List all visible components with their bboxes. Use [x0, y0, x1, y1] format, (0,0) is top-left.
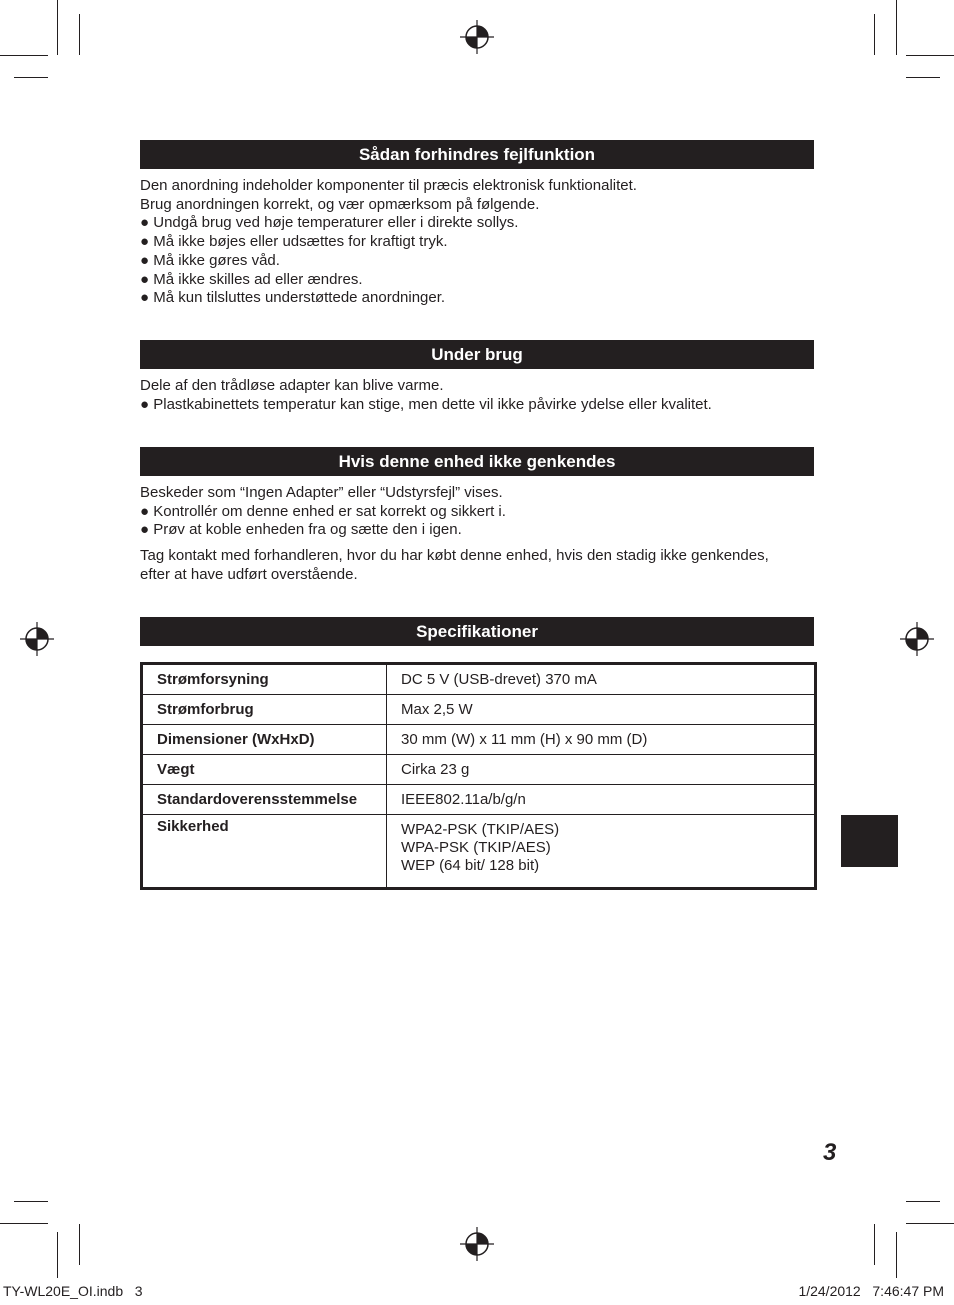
body-text: Dele af den trådløse adapter kan blive varme. — [140, 377, 444, 394]
crop-mark-icon — [906, 55, 954, 56]
spec-value-line: WPA2-PSK (TKIP/AES) — [401, 821, 560, 838]
spec-label: Standardoverensstemmelse — [142, 785, 387, 815]
spec-value — [387, 695, 816, 725]
crop-mark-icon — [896, 0, 897, 55]
spec-value-line: 30 mm (W) x 11 mm (H) x 90 mm (D) — [401, 730, 648, 748]
spec-label: Strømforbrug — [142, 695, 387, 725]
section-heading-specs: Specifikationer — [140, 617, 814, 646]
spec-label: Sikkerhed — [142, 815, 387, 889]
crop-mark-icon — [57, 0, 58, 55]
spec-value-line: WEP (64 bit/ 128 bit) — [401, 857, 540, 874]
spec-value-line: DC 5 V (USB-drevet) 370 mA — [401, 670, 597, 688]
crop-mark-icon — [906, 1223, 954, 1224]
crop-mark-icon — [906, 77, 940, 78]
crop-mark-icon — [0, 1223, 48, 1224]
crop-mark-icon — [14, 77, 48, 78]
bullet-item: ● Prøv at koble enheden fra og sætte den i igen. — [140, 521, 506, 540]
spec-value-line: WPA-PSK (TKIP/AES) — [401, 839, 551, 856]
body-text: Beskeder som “Ingen Adapter” eller “Udstyrsfejl” vises. — [140, 484, 503, 501]
table-row — [142, 725, 816, 755]
spec-value — [387, 725, 816, 755]
table-row — [142, 695, 816, 725]
spec-label: Strømforsyning — [142, 664, 387, 695]
crop-mark-icon — [0, 55, 48, 56]
spec-label: Vægt — [142, 755, 387, 785]
spec-value — [387, 664, 816, 695]
registration-target-icon — [900, 622, 934, 656]
page-number: 3 — [823, 1139, 837, 1166]
spec-value — [387, 755, 816, 785]
body-text: Den anordning indeholder komponenter til præcis elektronisk funktionalitet. — [140, 177, 637, 194]
table-row — [142, 755, 816, 785]
spec-value — [387, 815, 816, 889]
bullet-item: ● Kontrollér om denne enhed er sat korrekt og sikkert i. — [140, 503, 506, 522]
section-heading-in-use: Under brug — [140, 340, 814, 369]
chapter-tab — [841, 815, 898, 867]
body-text: efter at have udført overstående. — [140, 565, 358, 583]
bullet-item: ● Undgå brug ved høje temperaturer eller i direkte sollys. — [140, 214, 637, 233]
table-row — [142, 664, 816, 695]
section-body-in-use — [140, 377, 712, 414]
body-text: Brug anordningen korrekt, og vær opmærksom på følgende. — [140, 195, 540, 213]
section-heading-not-recognized: Hvis denne enhed ikke genkendes — [140, 447, 814, 476]
bullet-item: ● Må ikke bøjes eller udsættes for kraftigt tryk. — [140, 233, 637, 252]
bullet-item: ● Må ikke gøres våd. — [140, 252, 637, 271]
crop-mark-icon — [906, 1201, 940, 1202]
bullet-item: ● Må ikke skilles ad eller ændres. — [140, 271, 637, 290]
spec-value-line: Max 2,5 W — [401, 700, 473, 718]
spec-value — [387, 785, 816, 815]
crop-mark-icon — [874, 14, 875, 55]
section-body-malfunction — [140, 177, 637, 308]
bullet-item: ● Må kun tilsluttes understøttede anordninger. — [140, 289, 637, 308]
crop-mark-icon — [79, 14, 80, 55]
footer-file-info: TY-WL20E_OI.indb 3 — [3, 1283, 143, 1299]
crop-mark-icon — [79, 1224, 80, 1265]
section-heading-malfunction: Sådan forhindres fejlfunktion — [140, 140, 814, 169]
body-text: Tag kontakt med forhandleren, hvor du har købt denne enhed, hvis den stadig ikke genkendes, — [140, 547, 769, 564]
table-row — [142, 785, 816, 815]
bullet-item: ● Plastkabinettets temperatur kan stige, men dette vil ikke påvirke ydelse eller kvalitet. — [140, 396, 712, 415]
footer-timestamp: 1/24/2012 7:46:47 PM — [798, 1283, 944, 1299]
spec-label: Dimensioner (WxHxD) — [142, 725, 387, 755]
crop-mark-icon — [874, 1224, 875, 1265]
table-row — [142, 815, 816, 889]
registration-target-icon — [20, 622, 54, 656]
spec-value-line: Cirka 23 g — [401, 760, 470, 778]
spec-value-line: IEEE802.11a/b/g/n — [401, 790, 526, 808]
registration-target-icon — [460, 20, 494, 54]
specs-table — [140, 662, 817, 890]
section-body-not-recognized — [140, 484, 506, 540]
registration-target-icon — [460, 1227, 494, 1261]
crop-mark-icon — [896, 1232, 897, 1278]
crop-mark-icon — [14, 1201, 48, 1202]
crop-mark-icon — [57, 1232, 58, 1278]
section-note-not-recognized — [140, 547, 769, 584]
